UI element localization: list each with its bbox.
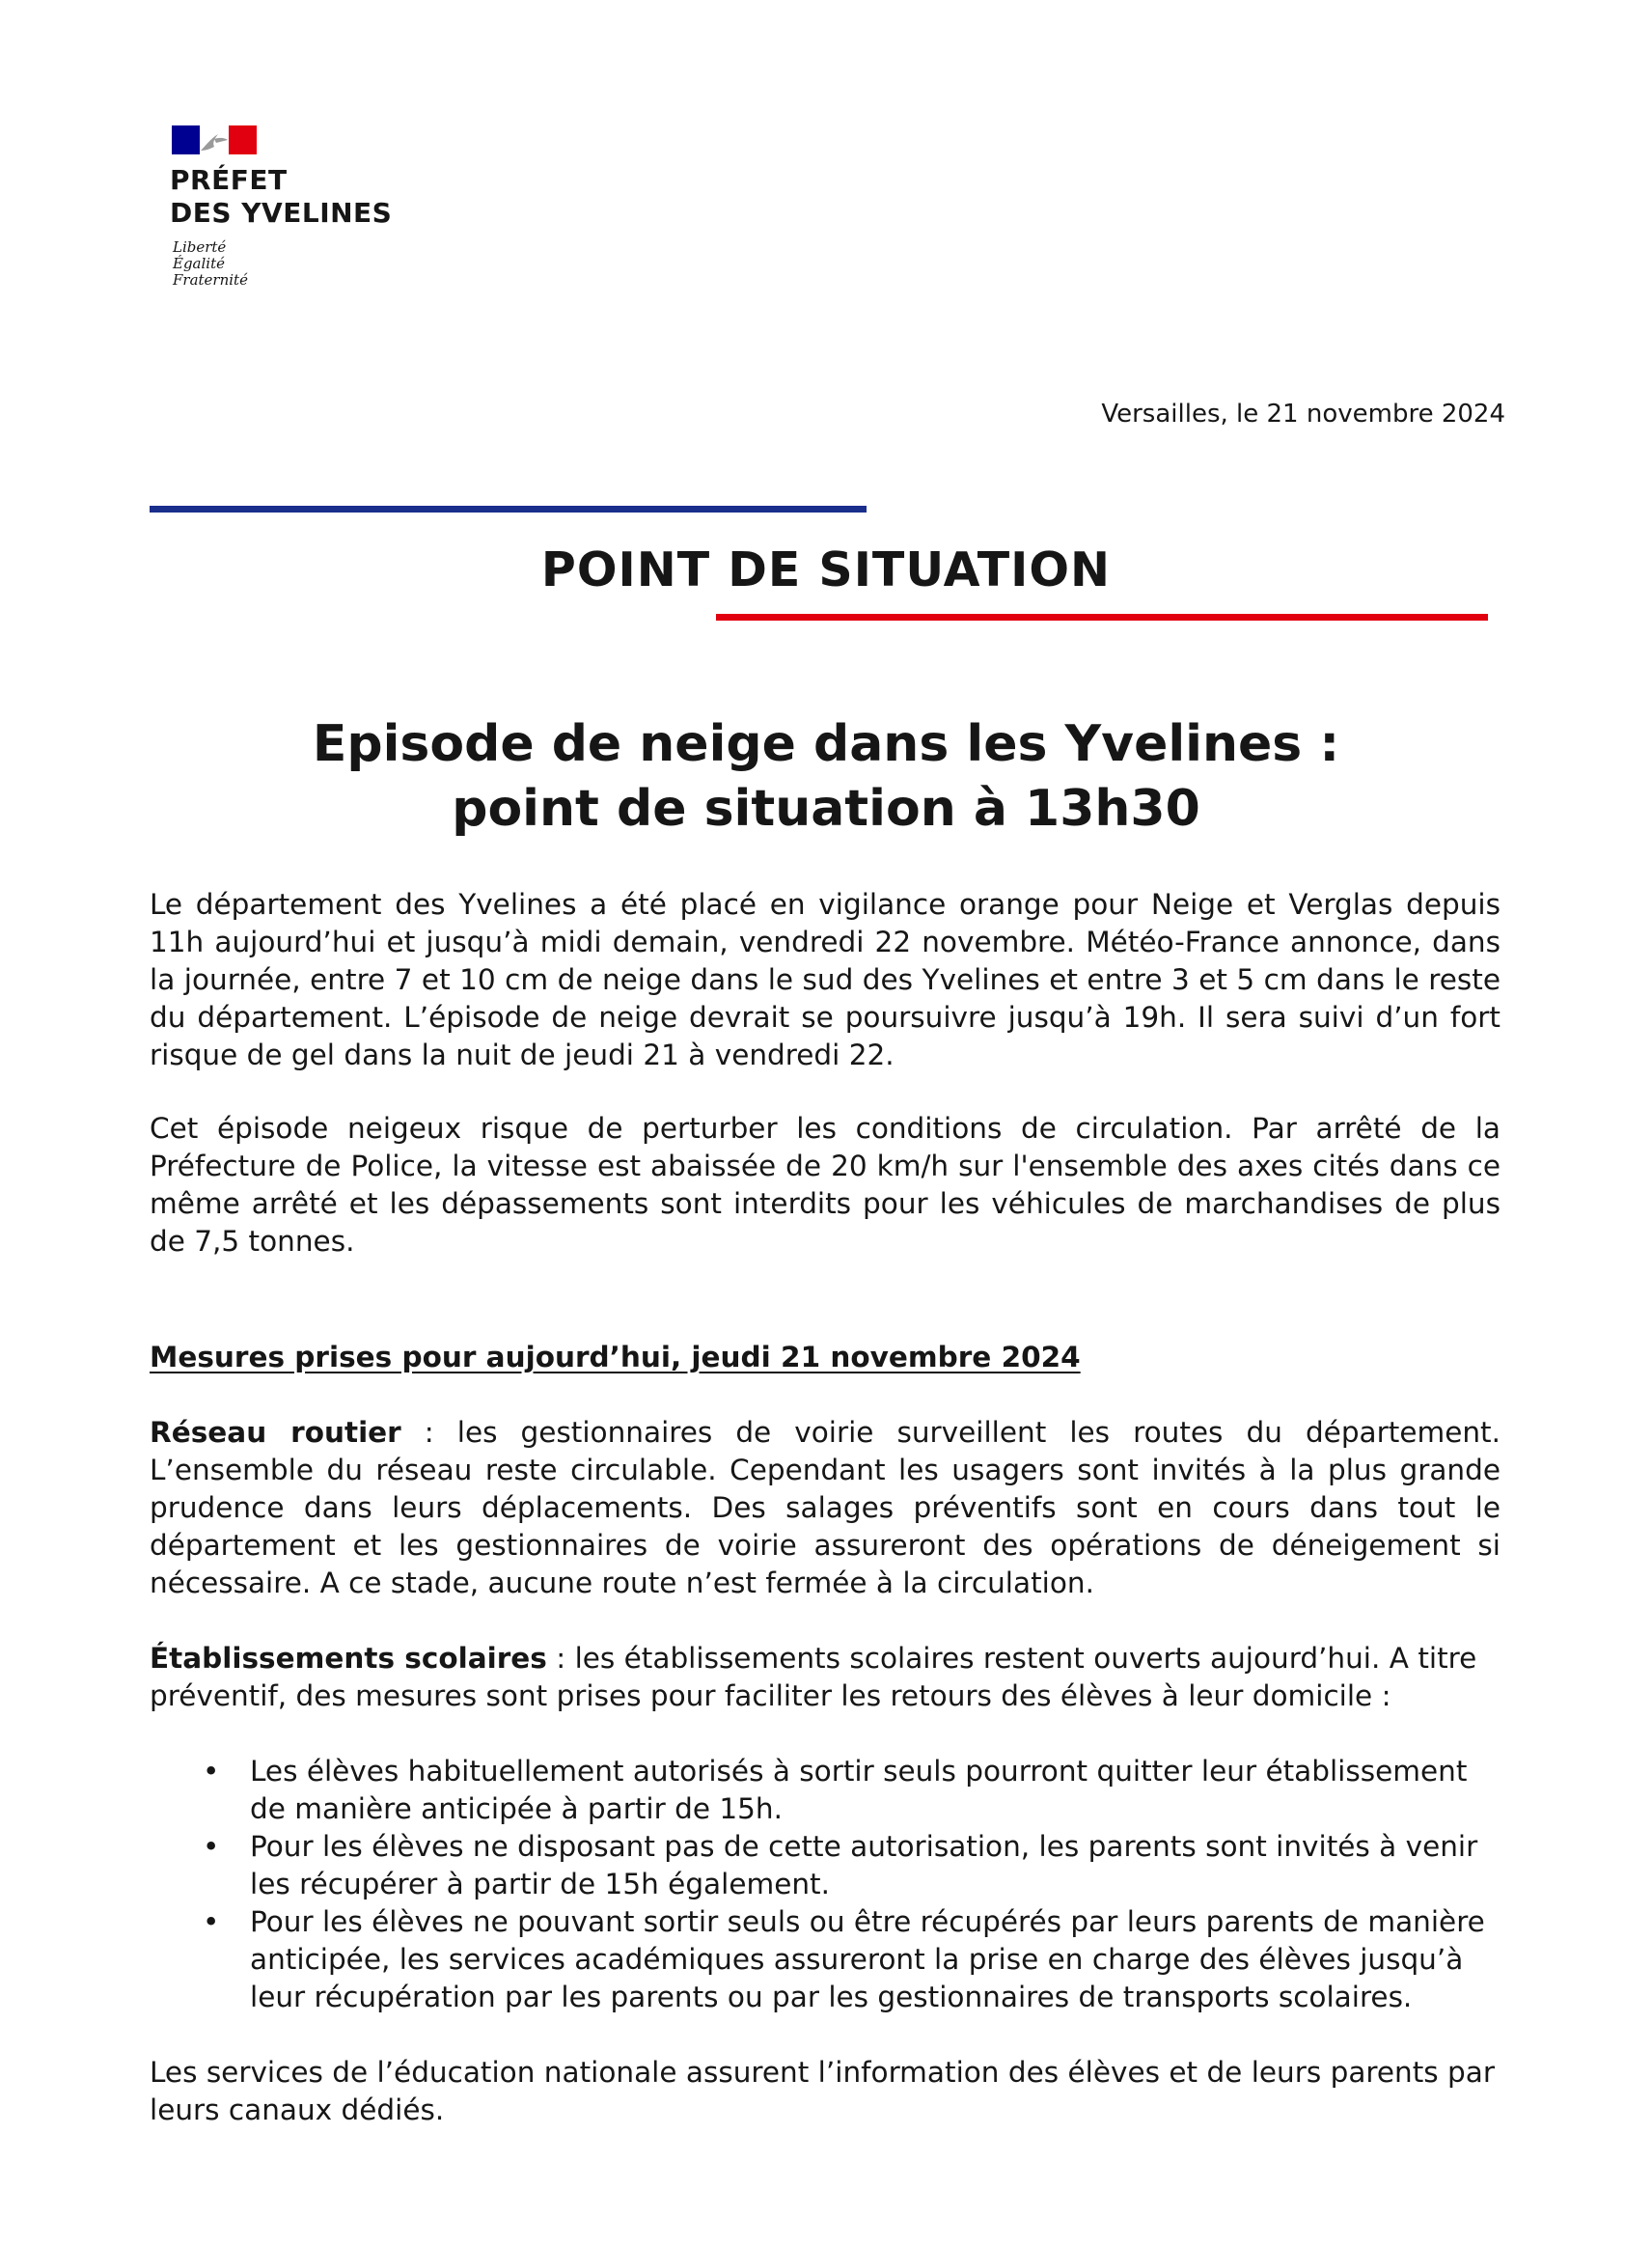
motto-liberte: Liberté	[173, 238, 227, 256]
bullet-icon: •	[203, 1905, 220, 1938]
prefect-line-1: PRÉFET	[170, 164, 288, 196]
headline-line-1: Episode de neige dans les Yvelines :	[312, 715, 1340, 773]
paragraph-traffic: Cet épisode neigeux risque de perturber les conditions de circulation. Par arrêté de la Préfecture de Police, la vitesse est abaissée de 20 km/h sur l'ensemble des axes cités dans ce même arrêté et les dépassements sont interdits pour les véhicules de marchandises de plus de 7,5 tonnes.	[150, 1112, 1501, 1258]
list-item	[150, 1828, 1501, 1903]
marianne-logo-icon	[172, 125, 257, 154]
road-network-text: : les gestionnaires de voirie surveillent les routes du département. L’ensemble du réseau reste circulable. Cependant les usagers sont invités à la plus grande prudence dans leurs déplacements. Des salages préventifs sont en cours dans tout le département et les gestionnaires de voirie assureront des opérations de déneigement si nécessaire. A ce stade, aucune route n’est fermée à la circulation.	[150, 1416, 1501, 1599]
schools-paragraph	[150, 1640, 1501, 1715]
schools-label: Établissements scolaires	[150, 1642, 547, 1675]
closing-paragraph: Les services de l’éducation nationale assurent l’information des élèves et de leurs parents par leurs canaux dédiés.	[150, 2056, 1495, 2126]
bullet-text: Pour les élèves ne pouvant sortir seuls ou être récupérés par leurs parents de manière anticipée, les services académiques assureront la prise en charge des élèves jusqu’à leur récupération par les parents ou par les gestionnaires de transports scolaires.	[250, 1905, 1485, 2013]
road-network-paragraph	[150, 1414, 1501, 1602]
blue-divider	[150, 506, 867, 513]
bullet-text: Pour les élèves ne disposant pas de cette autorisation, les parents sont invités à venir les récupérer à partir de 15h également.	[250, 1830, 1478, 1900]
prefect-title	[170, 164, 392, 230]
paragraph-vigilance: Le département des Yvelines a été placé en vigilance orange pour Neige et Verglas depuis 11h aujourd’hui et jusqu’à midi demain, vendredi 22 novembre. Météo-France annonce, dans la journée, entre 7 et 10 cm de neige dans le sud des Yvelines et entre 3 et 5 cm dans le reste du département. L’épisode de neige devrait se poursuivre jusqu’à 19h. Il sera suivi d’un fort risque de gel dans la nuit de jeudi 21 à vendredi 22.	[150, 888, 1501, 1071]
headline-line-2: point de situation à 13h30	[452, 780, 1200, 838]
republic-motto	[173, 239, 248, 289]
prefect-line-2: DES YVELINES	[170, 197, 393, 229]
date-line: Versailles, le 21 novembre 2024	[1101, 400, 1505, 429]
schools-text: : les établissements scolaires restent ouverts aujourd’hui. A titre préventif, des mesures sont prises pour faciliter les retours des élèves à leur domicile :	[150, 1642, 1477, 1712]
red-divider	[716, 614, 1488, 621]
list-item	[150, 1903, 1501, 2016]
motto-egalite: Égalité	[173, 255, 225, 272]
schools-bullet-list	[150, 1753, 1501, 2016]
banner-title: POINT DE SITUATION	[540, 542, 1112, 597]
bullet-text: Les élèves habituellement autorisés à sortir seuls pourront quitter leur établissement de manière anticipée à partir de 15h.	[250, 1755, 1468, 1825]
road-network-label: Réseau routier	[150, 1416, 401, 1449]
list-item	[150, 1753, 1501, 1828]
bullet-icon: •	[203, 1830, 220, 1863]
headline	[0, 712, 1652, 842]
motto-fraternite: Fraternité	[173, 271, 248, 289]
bullet-icon: •	[203, 1755, 220, 1788]
measures-heading: Mesures prises pour aujourd’hui, jeudi 21 novembre 2024	[150, 1341, 1081, 1373]
